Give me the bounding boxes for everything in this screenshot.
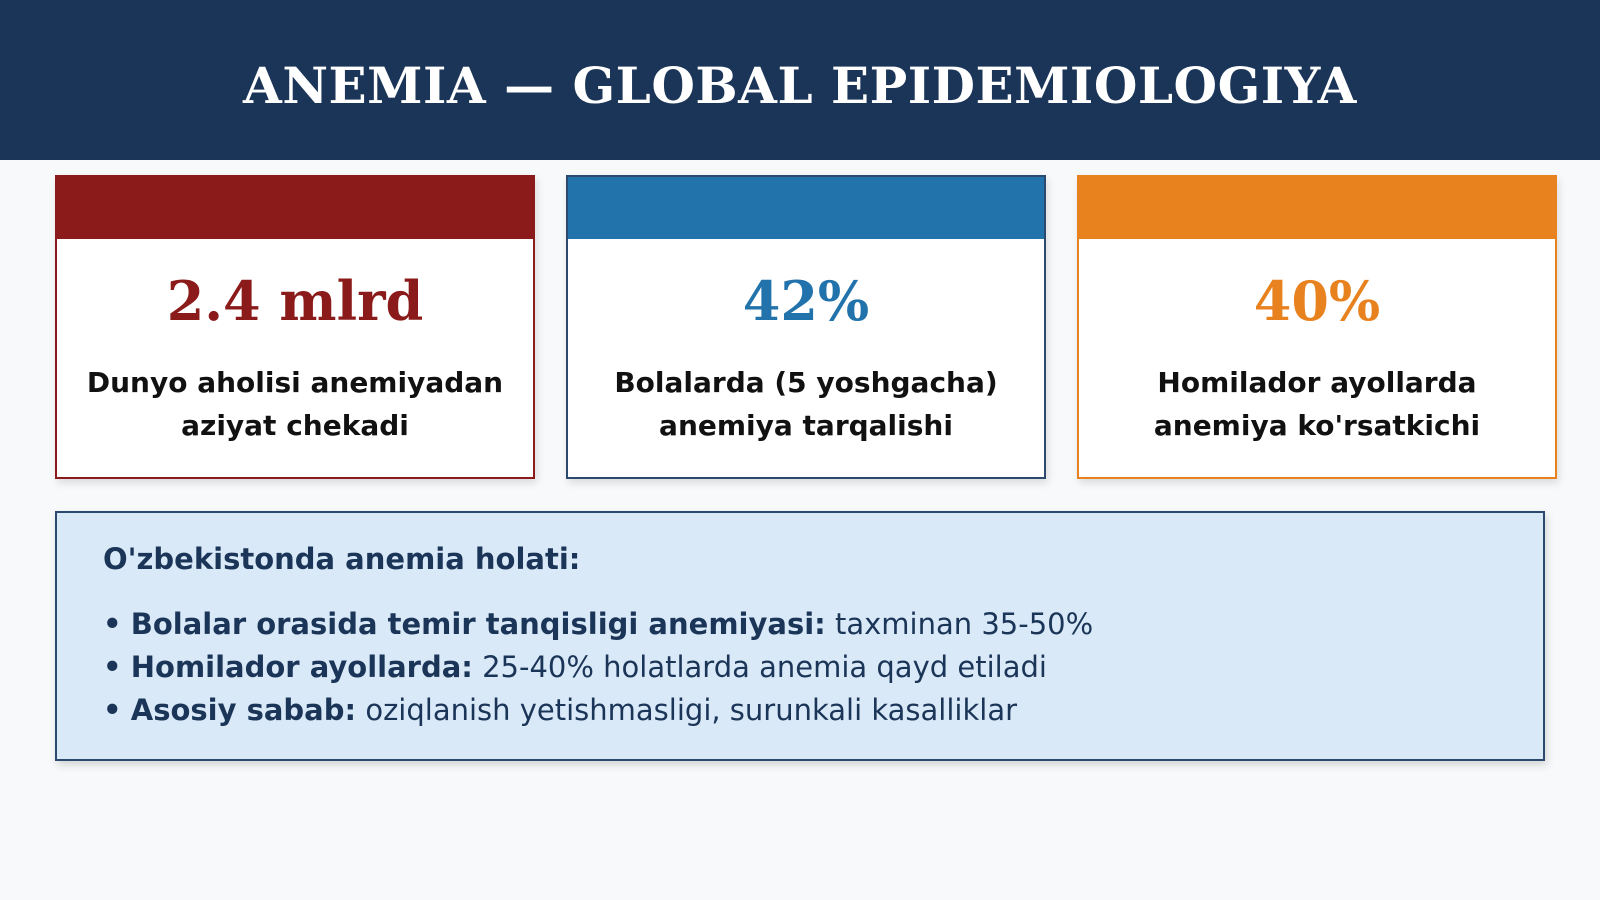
stat-value: 40% [1253, 269, 1381, 333]
stat-description [1079, 361, 1555, 447]
stat-value: 2.4 mlrd [166, 269, 424, 333]
stat-card-world [55, 175, 535, 479]
info-item-text: taxminan 35-50% [834, 607, 1094, 641]
info-list-item [103, 603, 1497, 646]
stat-card-children [566, 175, 1046, 479]
info-item-text: oziqlanish yetishmasligi, surunkali kasalliklar [365, 693, 1018, 727]
info-item-label: Asosiy sabab: [130, 693, 357, 727]
bullet: • [103, 650, 122, 684]
info-title: O'zbekistonda anemia holati: [103, 542, 581, 576]
info-list-item [103, 646, 1497, 689]
bullet: • [103, 607, 122, 641]
card-accent-bar [57, 177, 533, 239]
stat-description-line: Dunyo aholisi anemiyadan [86, 366, 504, 399]
stat-description-line: Homilador ayollarda [1157, 366, 1477, 399]
info-item-label: Bolalar orasida temir tanqisligi anemiyasi: [130, 607, 826, 641]
stat-value: 42% [742, 269, 870, 333]
card-accent-bar [568, 177, 1044, 239]
info-list [103, 603, 1497, 732]
stat-description-line: anemiya ko'rsatkichi [1153, 409, 1481, 442]
slide-header [0, 0, 1600, 160]
stat-description-line: aziyat chekadi [181, 409, 409, 442]
stat-description-line: Bolalarda (5 yoshgacha) [614, 366, 998, 399]
info-list-item [103, 689, 1497, 732]
info-item-label: Homilador ayollarda: [130, 650, 473, 684]
bullet: • [103, 693, 122, 727]
uzbekistan-info-box [55, 511, 1545, 761]
slide-title: ANEMIA — GLOBAL EPIDEMIOLOGIYA [243, 55, 1357, 115]
stat-description [57, 361, 533, 447]
stat-description [568, 361, 1044, 447]
card-accent-bar [1079, 177, 1555, 239]
stat-card-pregnant [1077, 175, 1557, 479]
info-item-text: 25-40% holatlarda anemia qayd etiladi [482, 650, 1047, 684]
stat-description-line: anemiya tarqalishi [659, 409, 953, 442]
